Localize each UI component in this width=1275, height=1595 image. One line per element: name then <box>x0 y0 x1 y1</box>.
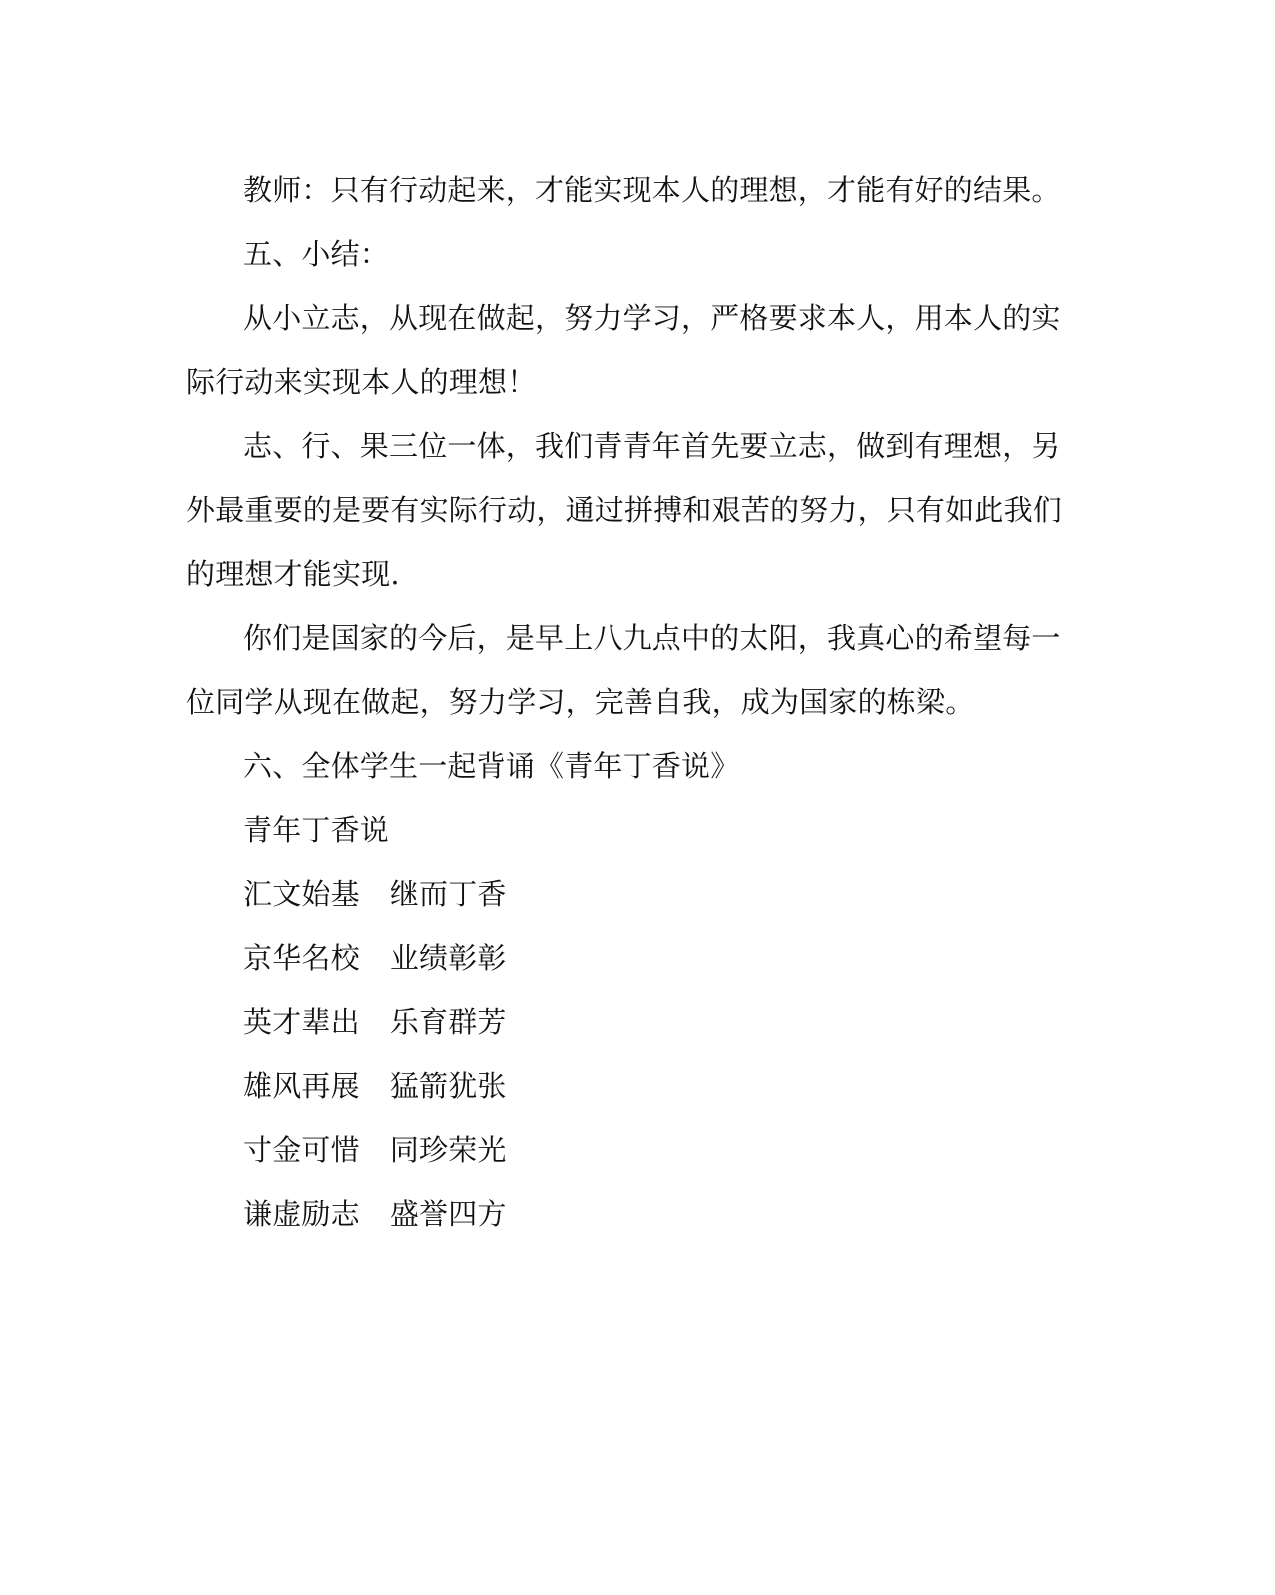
heading-recite: 六、全体学生一起背诵《青年丁香说》 <box>243 749 740 783</box>
heading-summary: 五、小结： <box>243 237 390 271</box>
poem-line-second-half: 业绩彰彰 <box>389 941 507 975</box>
paragraph-teacher: 教师：只有行动起来，才能实现本人的理想，才能有好的结果。 <box>243 173 1061 207</box>
paragraph-future-line-2: 位同学从现在做起，努力学习，完善自我，成为国家的栋梁。 <box>186 685 975 719</box>
poem-line-second-half: 同珍荣光 <box>389 1133 507 1167</box>
poem-line-first-half: 谦虚励志 <box>243 1197 360 1231</box>
poem-line <box>243 938 1123 978</box>
poem-line <box>243 1130 1123 1170</box>
paragraph-summary-line-1: 从小立志，从现在做起，努力学习，严格要求本人，用本人的实 <box>243 301 1061 335</box>
poem-line-first-half: 寸金可惜 <box>243 1133 360 1167</box>
poem-title: 青年丁香说 <box>243 813 390 847</box>
poem-line <box>243 1002 1123 1042</box>
poem-line-second-half: 乐育群芳 <box>389 1005 507 1039</box>
paragraph-unity-line-2: 外最重要的是要有实际行动，通过拼搏和艰苦的努力，只有如此我们 <box>186 493 1063 527</box>
paragraph-future-line-1: 你们是国家的今后，是早上八九点中的太阳，我真心的希望每一 <box>243 621 1061 655</box>
poem-line-first-half: 雄风再展 <box>243 1069 360 1103</box>
poem-line-second-half: 继而丁香 <box>389 877 507 911</box>
paragraph-unity-line-3: 的理想才能实现. <box>186 557 400 591</box>
poem-line <box>243 1194 1123 1234</box>
poem-line-second-half: 猛箭犹张 <box>389 1069 507 1103</box>
poem-line-second-half: 盛誉四方 <box>389 1197 507 1231</box>
poem-line-first-half: 英才辈出 <box>243 1005 360 1039</box>
paragraph-summary-line-2: 际行动来实现本人的理想！ <box>186 365 537 399</box>
poem-line <box>243 1066 1123 1106</box>
poem-line-first-half: 汇文始基 <box>243 877 360 911</box>
poem-line <box>243 874 1123 914</box>
paragraph-unity-line-1: 志、行、果三位一体，我们青青年首先要立志，做到有理想，另 <box>243 429 1061 463</box>
poem-line-first-half: 京华名校 <box>243 941 360 975</box>
